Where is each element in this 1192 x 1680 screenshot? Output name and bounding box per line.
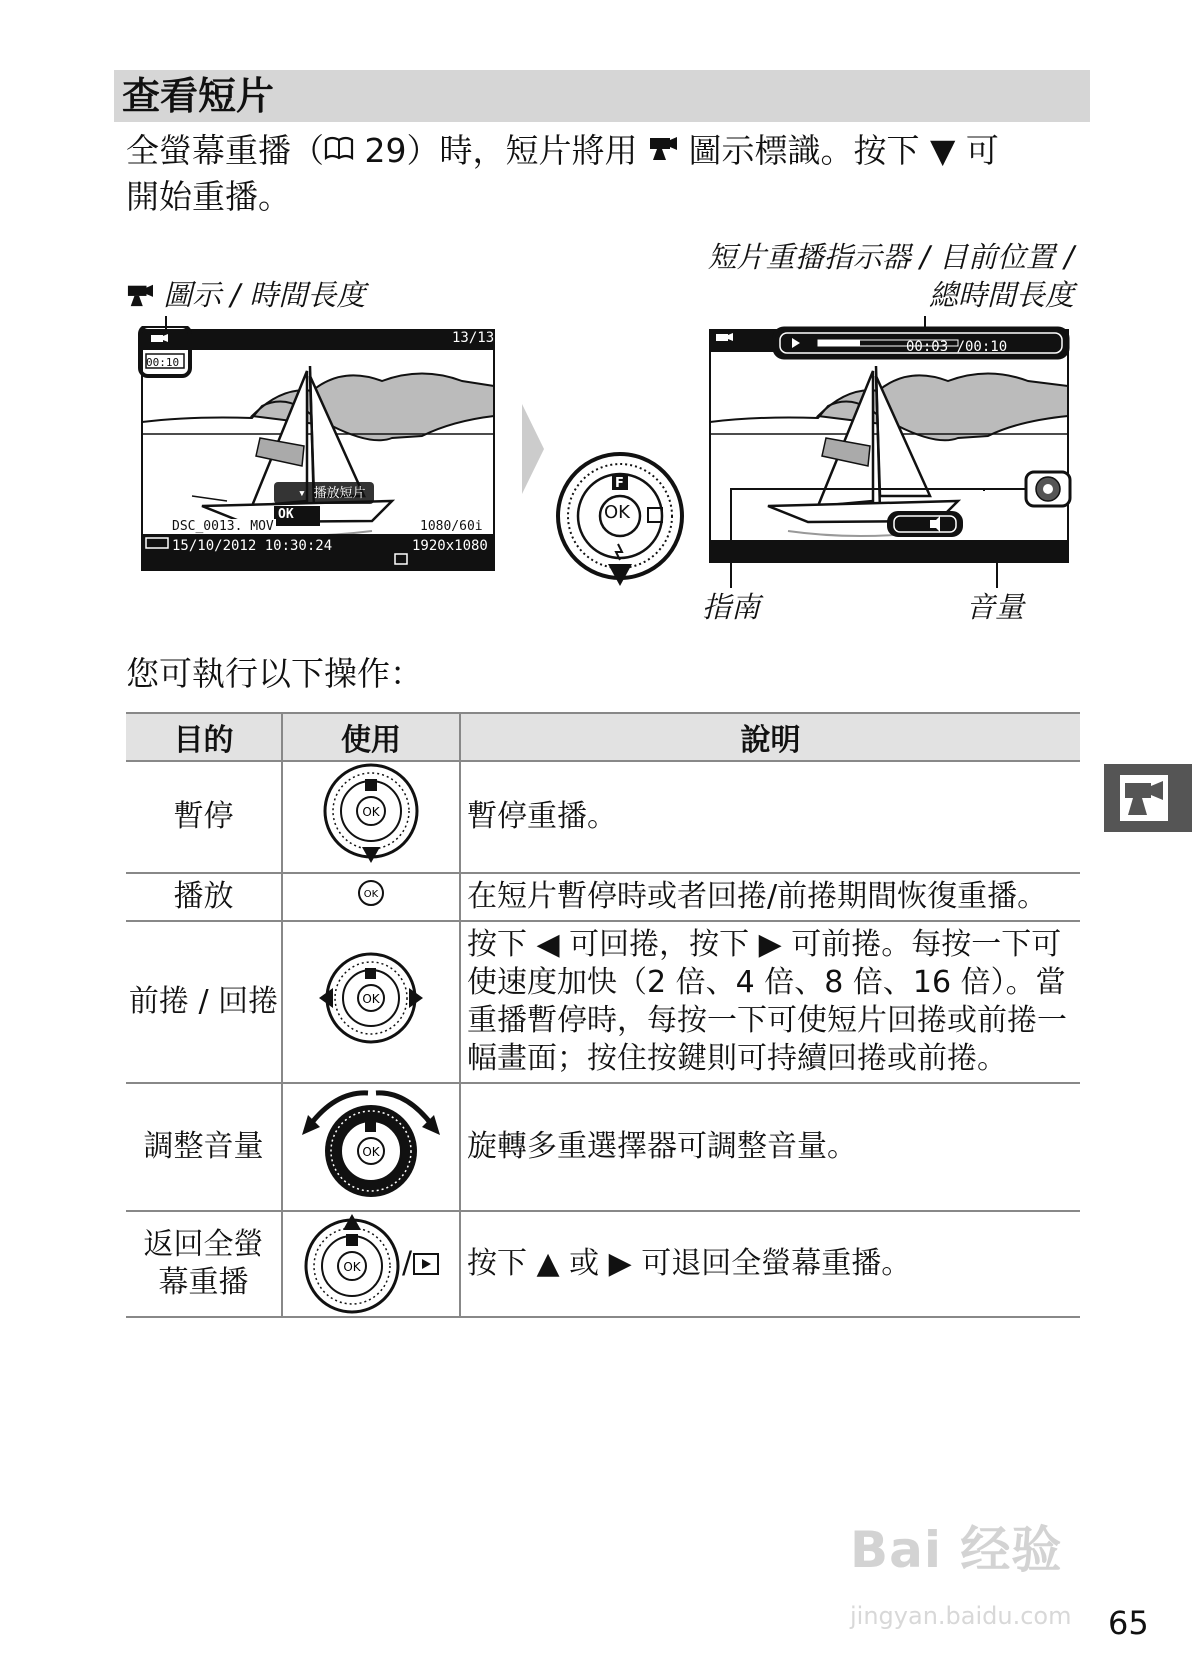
watermark-url: jingyan.baidu.com [850, 1602, 1072, 1630]
row-purpose: 調整音量 [126, 1083, 282, 1211]
column-header-purpose: 目的 [126, 713, 282, 761]
row-use: OK / [282, 1211, 460, 1317]
column-header-description: 說明 [460, 713, 1080, 761]
f-button-label: F [615, 476, 624, 491]
table-header-row [126, 713, 1080, 761]
full-frame-playback-screen [132, 326, 500, 574]
svg-text:OK: OK [362, 805, 380, 819]
row-purpose: 返回全螢 幕重播 [126, 1211, 282, 1317]
table-row [126, 873, 1080, 921]
movie-datetime: 15/10/2012 10:30:24 [172, 538, 333, 554]
svg-text:OK: OK [343, 1260, 361, 1274]
intro-part3: 圖示標識。按下 ▼ 可 [688, 131, 999, 170]
table-row [126, 761, 1080, 873]
row-purpose: 暫停 [126, 761, 282, 873]
column-header-use: 使用 [282, 713, 460, 761]
chapter-side-tab[interactable] [1104, 764, 1192, 832]
dial-left-right-icon [319, 948, 423, 1048]
ok-button-label: OK [604, 502, 630, 523]
intro-line2: 開始重播。 [126, 177, 291, 216]
page-number: 65 [1108, 1604, 1149, 1642]
row-purpose: 前捲 / 回捲 [126, 921, 282, 1083]
svg-text:OK: OK [362, 992, 380, 1006]
movie-duration: 00:10 [146, 356, 180, 369]
svg-text:OK: OK [363, 889, 379, 900]
volume-leader-line [996, 546, 998, 588]
operations-table [126, 712, 1080, 1318]
progress-fill [818, 340, 860, 346]
movie-frame-size: 1920x1080 [412, 538, 488, 554]
row-use [282, 873, 460, 921]
book-icon [324, 136, 354, 162]
intro-part1: 全螢幕重播（ [126, 131, 324, 170]
row-use [282, 761, 460, 873]
row-description: 在短片暫停時或者回捲/前捲期間恢復重播。 [460, 873, 1080, 921]
row-use [282, 921, 460, 1083]
movie-filename: DSC_0013. MOV [172, 519, 274, 534]
watermark-brand: Bai 经验 [850, 1521, 1063, 1579]
row-description: 按下 ▲ 或 ▶ 可退回全螢幕重播。 [460, 1211, 1080, 1317]
table-row [126, 1083, 1080, 1211]
svg-text:OK: OK [362, 1145, 380, 1159]
image-counter: 13/13 [452, 330, 495, 346]
movie-playback-screen [708, 326, 1078, 574]
dial-up-icon [302, 1214, 402, 1314]
movie-quality: 1080/60i [420, 519, 483, 534]
play-movie-prompt: ▾ 播放短片 [298, 486, 366, 501]
row-use [282, 1083, 460, 1211]
intro-paragraph [126, 128, 1086, 220]
ok-button-icon [356, 878, 386, 908]
dial-rotate-icon [296, 1085, 446, 1201]
playback-button-icon [412, 1252, 440, 1276]
left-screen-caption: 圖示 / 時間長度 [126, 276, 365, 314]
right-screen-caption-line2: 總時間長度 [928, 278, 1074, 312]
section-title: 查看短片 [122, 74, 275, 118]
row-purpose: 播放 [126, 873, 282, 921]
guide-label: 指南 [702, 590, 761, 624]
guide-leader-line [730, 488, 732, 588]
movie-camera-icon [126, 282, 154, 308]
volume-label: 音量 [966, 590, 1025, 624]
operations-lead: 您可執行以下操作： [126, 654, 423, 693]
right-screen-caption-line1: 短片重播指示器 / 目前位置 / [707, 240, 1074, 274]
row-description: 旋轉多重選擇器可調整音量。 [460, 1083, 1080, 1211]
row-description: 暫停重播。 [460, 761, 1080, 873]
intro-part2: 29）時，短片將用 [354, 131, 638, 170]
table-row [126, 921, 1080, 1083]
guide-leader-horizontal [730, 488, 1026, 490]
movie-camera-icon [1118, 773, 1170, 823]
dial-down-icon [321, 763, 421, 863]
ok-prompt: OK [278, 507, 294, 522]
playback-time: 00:03 /00:10 [906, 339, 1008, 355]
next-arrow-icon [522, 404, 544, 494]
row-description: 按下 ◀ 可回捲，按下 ▶ 可前捲。每按一下可使速度加快（2 倍、4 倍、8 倍、16 倍）。當重播暫停時，每按一下可使短片回捲或前捲一幅畫面；按住按鍵則可持續回捲或前捲。 [460, 921, 1080, 1083]
movie-camera-icon [648, 134, 678, 162]
table-row [126, 1211, 1080, 1317]
